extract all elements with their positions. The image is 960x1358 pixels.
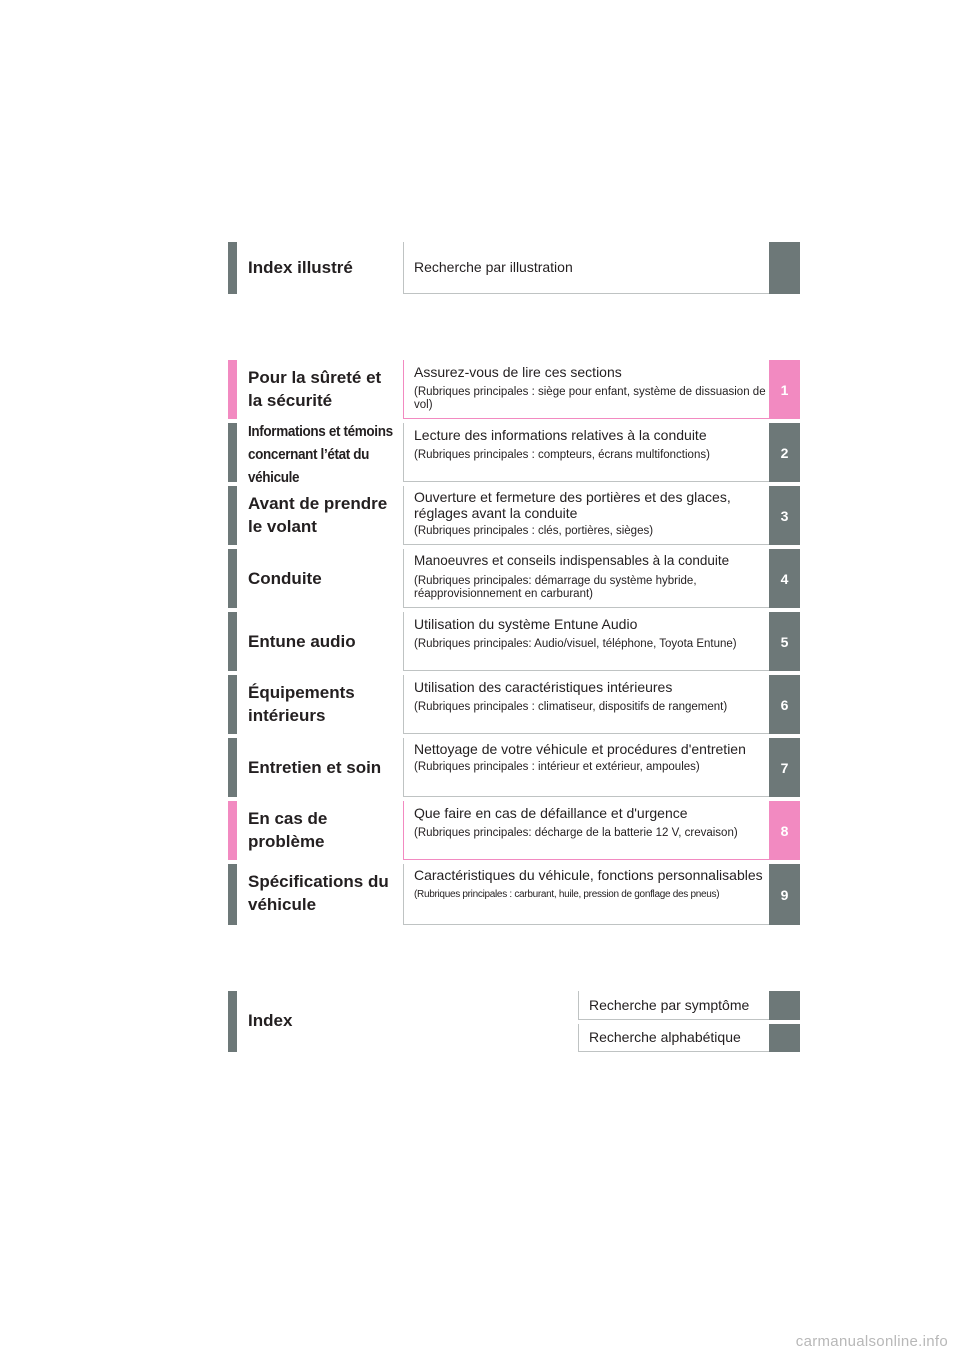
chapter-description-box — [403, 738, 769, 797]
chapter-tab-8[interactable]: 8 — [769, 801, 800, 860]
chapter-description-box — [403, 801, 769, 860]
illustrated-index-box — [403, 242, 769, 294]
illustrated-index-title: Index illustré — [248, 258, 353, 277]
chapter-row-8[interactable] — [228, 801, 800, 860]
chapter-sub-text: (Rubriques principales: décharge de la batterie 12 V, crevaison) — [414, 827, 738, 839]
chapter-row-9[interactable] — [228, 864, 800, 925]
index-entry-box — [578, 1024, 769, 1052]
chapter-title: Spécifications du véhicule — [248, 872, 389, 914]
chapter-sub-text: (Rubriques principales : carburant, huile, pression de gonflage des pneus) — [414, 889, 720, 900]
illustrated-index-row[interactable] — [228, 242, 800, 294]
chapter-title: Avant de prendre le volant — [248, 494, 388, 536]
chapter-sub-text: (Rubriques principales: Audio/visuel, téléphone, Toyota Entune) — [414, 638, 737, 650]
chapter-title: Conduite — [248, 569, 322, 588]
chapter-sub-text: (Rubriques principales : compteurs, écrans multifonctions) — [414, 449, 710, 461]
chapter-title: Équipements intérieurs — [248, 683, 355, 725]
chapter-main-text: Ouverture et fermeture des portières et des glaces, réglages avant la conduite — [414, 489, 731, 521]
chapter-row-6[interactable] — [228, 675, 800, 734]
chapter-accent-bar — [228, 549, 237, 608]
chapter-sub-text: (Rubriques principales : intérieur et extérieur, ampoules) — [414, 761, 700, 773]
chapter-description-box — [403, 864, 769, 925]
chapter-title: Entune audio — [248, 632, 356, 651]
index-entry-alphabetical[interactable] — [403, 1024, 800, 1052]
illustrated-index-tab[interactable] — [769, 242, 800, 294]
chapter-row-4[interactable] — [228, 549, 800, 608]
chapter-main-text: Caractéristiques du véhicule, fonctions personnalisables — [414, 867, 763, 883]
row-accent-bar — [228, 242, 237, 294]
chapter-description-box — [403, 486, 769, 545]
index-entry-box — [578, 991, 769, 1020]
chapter-sub-text: (Rubriques principales: démarrage du système hybride, réapprovisionnement en carburant) — [414, 575, 697, 600]
chapter-title: Pour la sûreté et la sécurité — [248, 368, 382, 410]
chapter-main-text: Que faire en cas de défaillance et d'urgence — [414, 805, 688, 821]
chapter-main-text: Utilisation des caractéristiques intérieures — [414, 679, 673, 695]
chapter-accent-bar — [228, 738, 237, 797]
chapter-tab-4[interactable]: 4 — [769, 549, 800, 608]
index-entry-text: Recherche par symptôme — [589, 997, 750, 1013]
chapter-row-3[interactable] — [228, 486, 800, 545]
chapter-description-box — [403, 360, 769, 419]
index-entry-tab[interactable] — [769, 991, 800, 1020]
chapter-title: Entretien et soin — [248, 758, 382, 777]
row-accent-bar — [228, 991, 237, 1052]
chapter-tab-2[interactable]: 2 — [769, 423, 800, 482]
illustrated-index-description: Recherche par illustration — [414, 259, 573, 275]
chapter-accent-bar — [228, 612, 237, 671]
chapter-accent-bar — [228, 864, 237, 925]
chapter-tab-3[interactable]: 3 — [769, 486, 800, 545]
chapter-description-box — [403, 612, 769, 671]
chapter-main-text: Lecture des informations relatives à la conduite — [414, 427, 707, 443]
chapter-row-7[interactable] — [228, 738, 800, 797]
index-row — [228, 991, 800, 1052]
chapter-tab-5[interactable]: 5 — [769, 612, 800, 671]
chapter-title: Informations et témoins concernant l’état du véhicule — [248, 423, 393, 486]
chapter-main-text: Manoeuvres et conseils indispensables à la conduite — [414, 553, 730, 568]
chapter-accent-bar — [228, 423, 237, 482]
chapter-main-text: Utilisation du système Entune Audio — [414, 616, 638, 632]
chapter-accent-bar — [228, 360, 237, 419]
chapter-row-5[interactable] — [228, 612, 800, 671]
chapter-tab-1[interactable]: 1 — [769, 360, 800, 419]
chapter-tab-6[interactable]: 6 — [769, 675, 800, 734]
index-entry-symptom[interactable] — [403, 991, 800, 1020]
chapter-accent-bar — [228, 486, 237, 545]
chapter-main-text: Assurez-vous de lire ces sections — [414, 364, 622, 380]
chapter-main-text: Nettoyage de votre véhicule et procédures d'entretien — [414, 741, 746, 757]
chapter-row-1[interactable] — [228, 360, 800, 419]
chapter-title: En cas de problème — [248, 809, 328, 851]
chapter-accent-bar — [228, 675, 237, 734]
chapter-sub-text: (Rubriques principales : climatiseur, dispositifs de rangement) — [414, 701, 728, 713]
chapter-description-box — [403, 423, 769, 482]
chapter-sub-text: (Rubriques principales : clés, portières, sièges) — [414, 525, 654, 537]
index-title: Index — [248, 1011, 293, 1030]
chapter-accent-bar — [228, 801, 237, 860]
watermark: carmanualsonline.info — [795, 1333, 948, 1350]
index-entry-tab[interactable] — [769, 1024, 800, 1052]
chapter-description-box — [403, 675, 769, 734]
chapter-sub-text: (Rubriques principales : siège pour enfant, système de dissuasion de vol) — [414, 386, 766, 411]
chapter-tab-9[interactable]: 9 — [769, 864, 800, 925]
index-entry-text: Recherche alphabétique — [589, 1029, 741, 1045]
chapter-description-box — [403, 549, 769, 608]
chapter-row-2[interactable] — [228, 423, 800, 486]
chapter-tab-7[interactable]: 7 — [769, 738, 800, 797]
